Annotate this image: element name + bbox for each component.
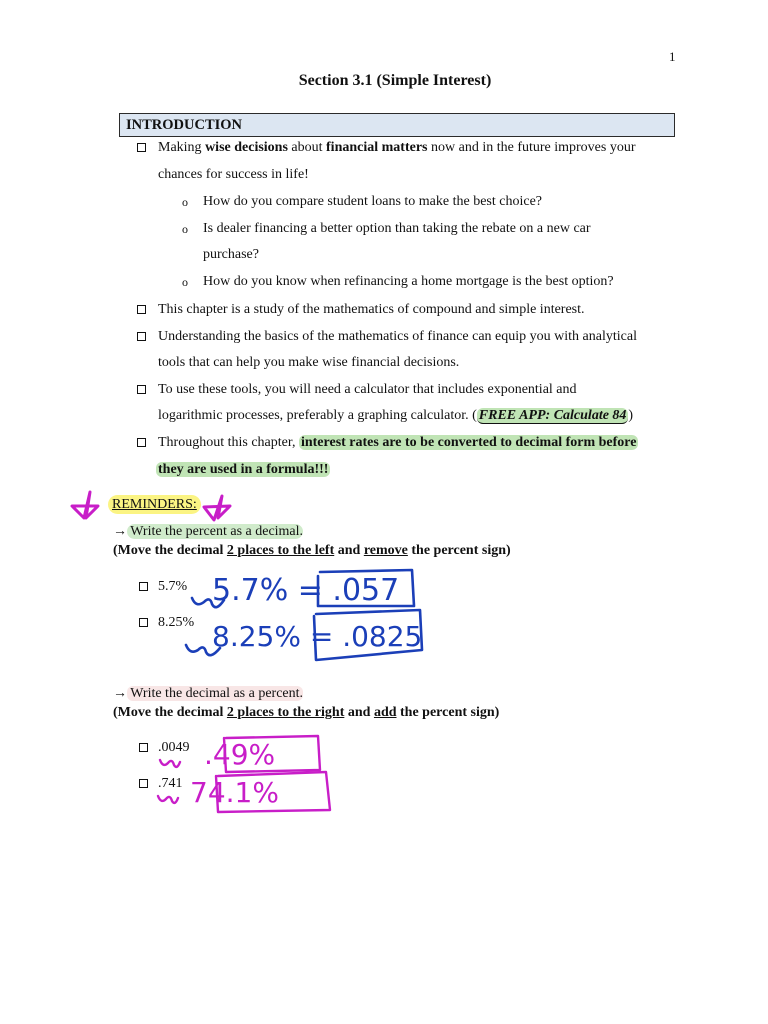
page-number: 1 [669,49,676,64]
reminder-percent-to-decimal: → Write the percent as a decimal. [113,524,304,539]
bullet-understanding-basics-cont: tools that can help you make wise financial decisions. [158,355,460,370]
star-icon [204,496,230,520]
bullet-calculator-cont: logarithmic processes, preferably a graphing calculator. ( FREE APP: Calculate 84 ) [158,408,634,423]
sub-bullet-dealer-financing: Is dealer financing a better option than taking the rebate on a new car [203,221,591,236]
bullet-understanding-basics: Understanding the basics of the mathematics of finance can equip you with analytical [158,329,637,344]
introduction-heading: INTRODUCTION [126,117,243,133]
arrow-icon: → [113,524,127,539]
example-percent-2: 8.25% [158,615,195,630]
sub-bullet-refinancing: How do you know when refinancing a home mortgage is the best option? [203,274,614,289]
handwritten-answer-4: 74.1% [190,776,279,809]
page-title: Section 3.1 (Simple Interest) [298,72,492,89]
bullet-interest-rates-cont: they are used in a formula!!! [158,462,329,477]
reminders-heading: REMINDERS: [108,497,201,513]
sub-bullet-dealer-financing-cont: purchase? [203,247,259,262]
bullet-wise-decisions-cont: chances for success in life! [158,167,309,182]
star-icon [72,492,98,518]
reminder-rule-left: (Move the decimal 2 places to the left and remove the percent sign) [113,543,511,558]
sub-bullet-marker: o [182,275,188,289]
sub-bullet-marker: o [182,195,188,209]
handwritten-answer-3: .49% [204,738,276,771]
sub-bullet-student-loans: How do you compare student loans to make the best choice? [203,194,543,209]
example-percent-1: 5.7% [158,579,188,594]
reminder-rule-right: (Move the decimal 2 places to the right and add the percent sign) [113,705,500,720]
bullet-wise-decisions: Making wise decisions about financial matters now and in the future improves your [158,140,636,155]
free-app-note: FREE APP: Calculate 84 [478,408,627,423]
bullet-chapter-study: This chapter is a study of the mathematics of compound and simple interest. [158,302,585,317]
bullet-interest-rates: Throughout this chapter, interest rates are to be converted to decimal form before [158,435,637,450]
example-decimal-2: .741 [158,776,183,791]
handwritten-answer-1-left: 5.7% = .057 [212,573,400,608]
sub-bullet-marker: o [182,222,188,236]
handwritten-answer-2: 8.25% = .0825 [212,620,423,653]
bullet-calculator: To use these tools, you will need a calculator that includes exponential and [158,382,577,397]
arrow-icon: → [113,686,127,701]
reminder-decimal-to-percent: → Write the decimal as a percent. [113,686,304,701]
example-decimal-1: .0049 [158,740,190,755]
